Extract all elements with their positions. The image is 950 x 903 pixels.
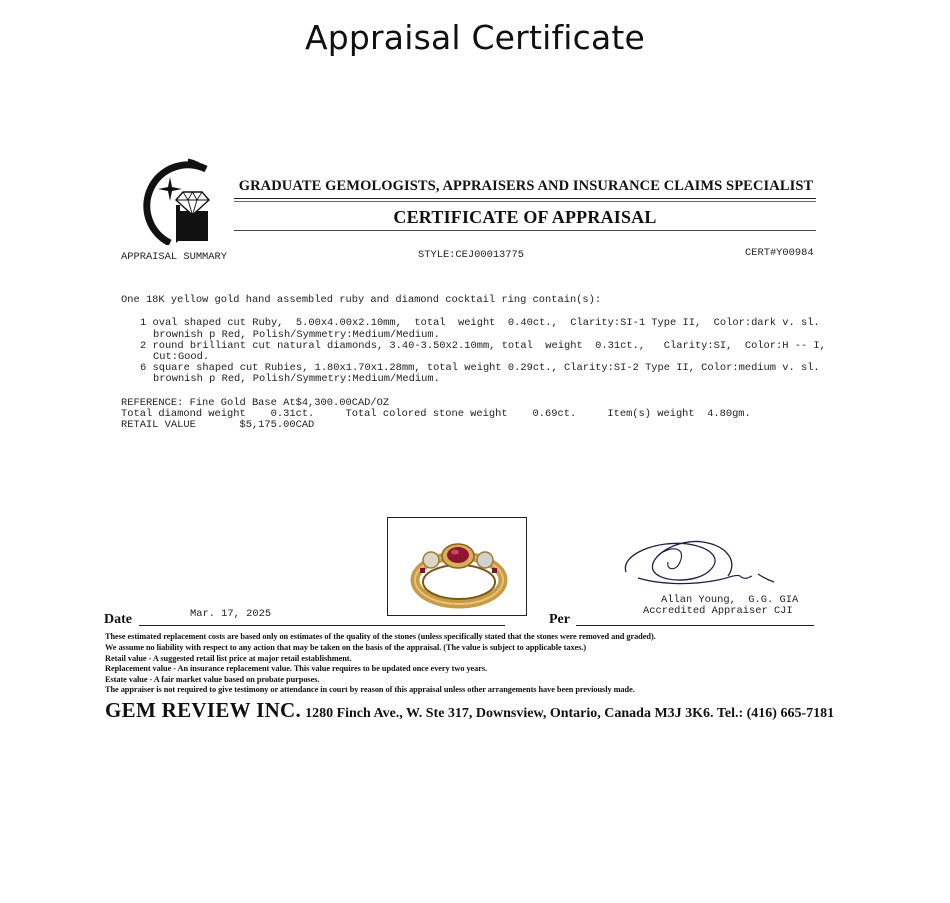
ruby-diamond-ring-photo bbox=[388, 518, 526, 615]
title-rule bbox=[234, 230, 816, 231]
date-label: Date bbox=[104, 612, 132, 627]
disclaimer-line: These estimated replacement costs are based only on estimates of the quality of the stones (unless specifically stated that the stones were removed and graded). bbox=[105, 632, 656, 641]
certificate-title: CERTIFICATE OF APPRAISAL bbox=[393, 207, 657, 227]
gold-reference: REFERENCE: Fine Gold Base At$4,300.00CAD/OZ bbox=[121, 397, 390, 409]
stone-line: Cut:Good. bbox=[153, 351, 210, 363]
header-rule-thin bbox=[234, 201, 816, 202]
stone-line: brownish p Red, Polish/Symmetry:Medium/Medium. bbox=[153, 329, 440, 341]
disclaimer-line: Retail value - A suggested retail list price at major retail establishment. bbox=[105, 654, 352, 663]
appraisal-summary-label: APPRAISAL SUMMARY bbox=[121, 251, 228, 263]
retail-value: RETAIL VALUE $5,175.00CAD bbox=[121, 419, 315, 431]
gem-g-logo-icon bbox=[128, 155, 214, 245]
stone-line: 2 round brilliant cut natural diamonds, 3.40-3.50x2.10mm, total weight 0.31ct., Clarity:SI, Color:H -- I, bbox=[140, 340, 826, 352]
item-description-intro: One 18K yellow gold hand assembled ruby and diamond cocktail ring contain(s): bbox=[121, 294, 602, 306]
handwritten-signature bbox=[618, 532, 783, 594]
footer-address: 1280 Finch Ave., W. Ste 317, Downsview, Ontario, Canada M3J 3K6. Tel.: (416) 665-7181 bbox=[305, 706, 835, 721]
disclaimer-line: Estate value - A fair market value based on probate purposes. bbox=[105, 675, 320, 684]
stone-line: 1 oval shaped cut Ruby, 5.00x4.00x2.10mm, total weight 0.40ct., Clarity:SI-1 Type II, Color:dark v. sl. bbox=[140, 317, 820, 329]
disclaimer-line: Replacement value - An insurance replacement value. This value requires to be updated once every two years. bbox=[105, 664, 488, 673]
certificate-number: CERT#Y00984 bbox=[745, 247, 814, 259]
footer-company: GEM REVIEW INC. bbox=[105, 698, 302, 722]
weight-totals: Total diamond weight 0.31ct. Total colored stone weight 0.69ct. Item(s) weight 4.80gm. bbox=[121, 408, 751, 420]
disclaimer-line: The appraiser is not required to give testimony or attendance in court by reason of this appraisal unless other arrangements have been previously made. bbox=[105, 685, 635, 694]
company-name: GRADUATE GEMOLOGISTS, APPRAISERS AND INSURANCE CLAIMS SPECIALIST bbox=[238, 178, 814, 194]
header-rule bbox=[234, 198, 816, 199]
stone-line: brownish p Red, Polish/Symmetry:Medium/Medium. bbox=[153, 373, 440, 385]
signature-line bbox=[576, 625, 814, 626]
style-number: STYLE:CEJ00013775 bbox=[418, 249, 525, 261]
appraiser-title: Accredited Appraiser CJI bbox=[643, 605, 793, 617]
per-label: Per bbox=[549, 612, 570, 627]
date-value: Mar. 17, 2025 bbox=[190, 608, 272, 620]
appraiser-name: Allan Young, G.G. GIA bbox=[661, 594, 799, 606]
page-heading: Appraisal Certificate bbox=[304, 18, 646, 57]
footer bbox=[105, 698, 834, 723]
disclaimer-line: We assume no liability with respect to any action that may be taken on the basis of the appraisal. (The value is subject to applicable taxes.) bbox=[105, 643, 587, 652]
stone-line: 6 square shaped cut Rubies, 1.80x1.70x1.28mm, total weight 0.29ct., Clarity:SI-2 Type II, Color:medium v. sl. bbox=[140, 362, 820, 374]
ring-photo bbox=[387, 517, 527, 616]
date-line bbox=[139, 625, 505, 626]
